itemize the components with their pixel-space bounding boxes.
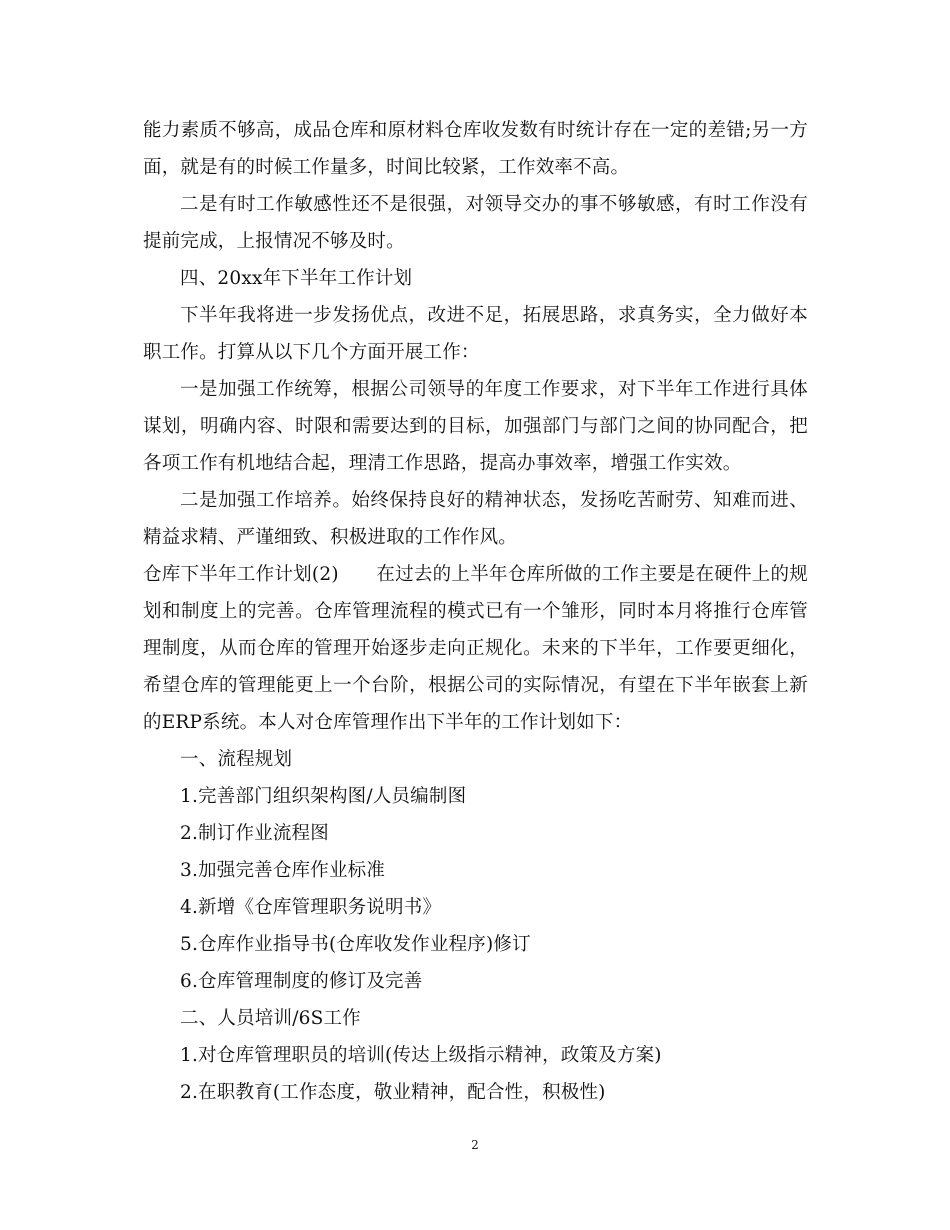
list-item: 1.完善部门组织架构图/人员编制图: [180, 786, 467, 807]
list-item: 6.仓库管理制度的修订及完善: [180, 971, 423, 992]
paragraph-training: 二是加强工作培养。始终保持良好的精神状态，发扬吃苦耐劳、知难而进、精益求精、严谨细致、积极进取的工作作风。: [143, 490, 808, 548]
list-item: 2.在职教育(工作态度，敬业精神，配合性，积极性): [180, 1082, 606, 1103]
list-item: 1.对仓库管理职员的培训(传达上级指示精神，政策及方案): [180, 1045, 662, 1066]
page-number: 2: [471, 1138, 479, 1152]
section-heading-process-planning: 一、流程规划: [180, 749, 293, 770]
section-heading-staff-training: 二、人员培训/6S工作: [180, 1008, 361, 1029]
paragraph-h2-intro: 下半年我将进一步发扬优点，改进不足，拓展思路，求真务实，全力做好本职工作。打算从以下几个方面开展工作：: [143, 305, 808, 363]
paragraph-coordination: 一是加强工作统筹，根据公司领导的年度工作要求，对下半年工作进行具体谋划，明确内容、时限和需要达到的目标，加强部门与部门之间的协同配合，把各项工作有机地结合起，理清工作思路，提高办事效率，增强工作实效。: [143, 379, 808, 474]
list-item: 4.新增《仓库管理职务说明书》: [180, 897, 442, 918]
list-item: 5.仓库作业指导书(仓库收发作业程序)修订: [180, 934, 531, 955]
list-item: 2.制订作业流程图: [180, 823, 329, 844]
paragraph-performance-issues: 能力素质不够高，成品仓库和原材料仓库收发数有时统计存在一定的差错;另一方面，就是有的时候工作量多，时间比较紧，工作效率不高。: [143, 120, 808, 178]
list-item: 3.加强完善仓库作业标准: [180, 860, 386, 881]
paragraph-plan-2-intro: 仓库下半年工作计划(2) 在过去的上半年仓库所做的工作主要是在硬件上的规划和制度上的完善。仓库管理流程的模式已有一个雏形，同时本月将推行仓库管理制度，从而仓库的管理开始逐步走向正规化。未来的下半年，工作要更细化，希望仓库的管理能更上一个台阶，根据公司的实际情况，有望在下半年嵌套上新的ERP系统。本人对仓库管理作出下半年的工作计划如下：: [143, 564, 808, 733]
section-heading-h2-plan: 四、20xx年下半年工作计划: [180, 268, 413, 289]
paragraph-sensitivity-issue: 二是有时工作敏感性还不是很强，对领导交办的事不够敏感，有时工作没有提前完成，上报情况不够及时。: [143, 194, 808, 252]
document-body: [143, 112, 808, 1111]
